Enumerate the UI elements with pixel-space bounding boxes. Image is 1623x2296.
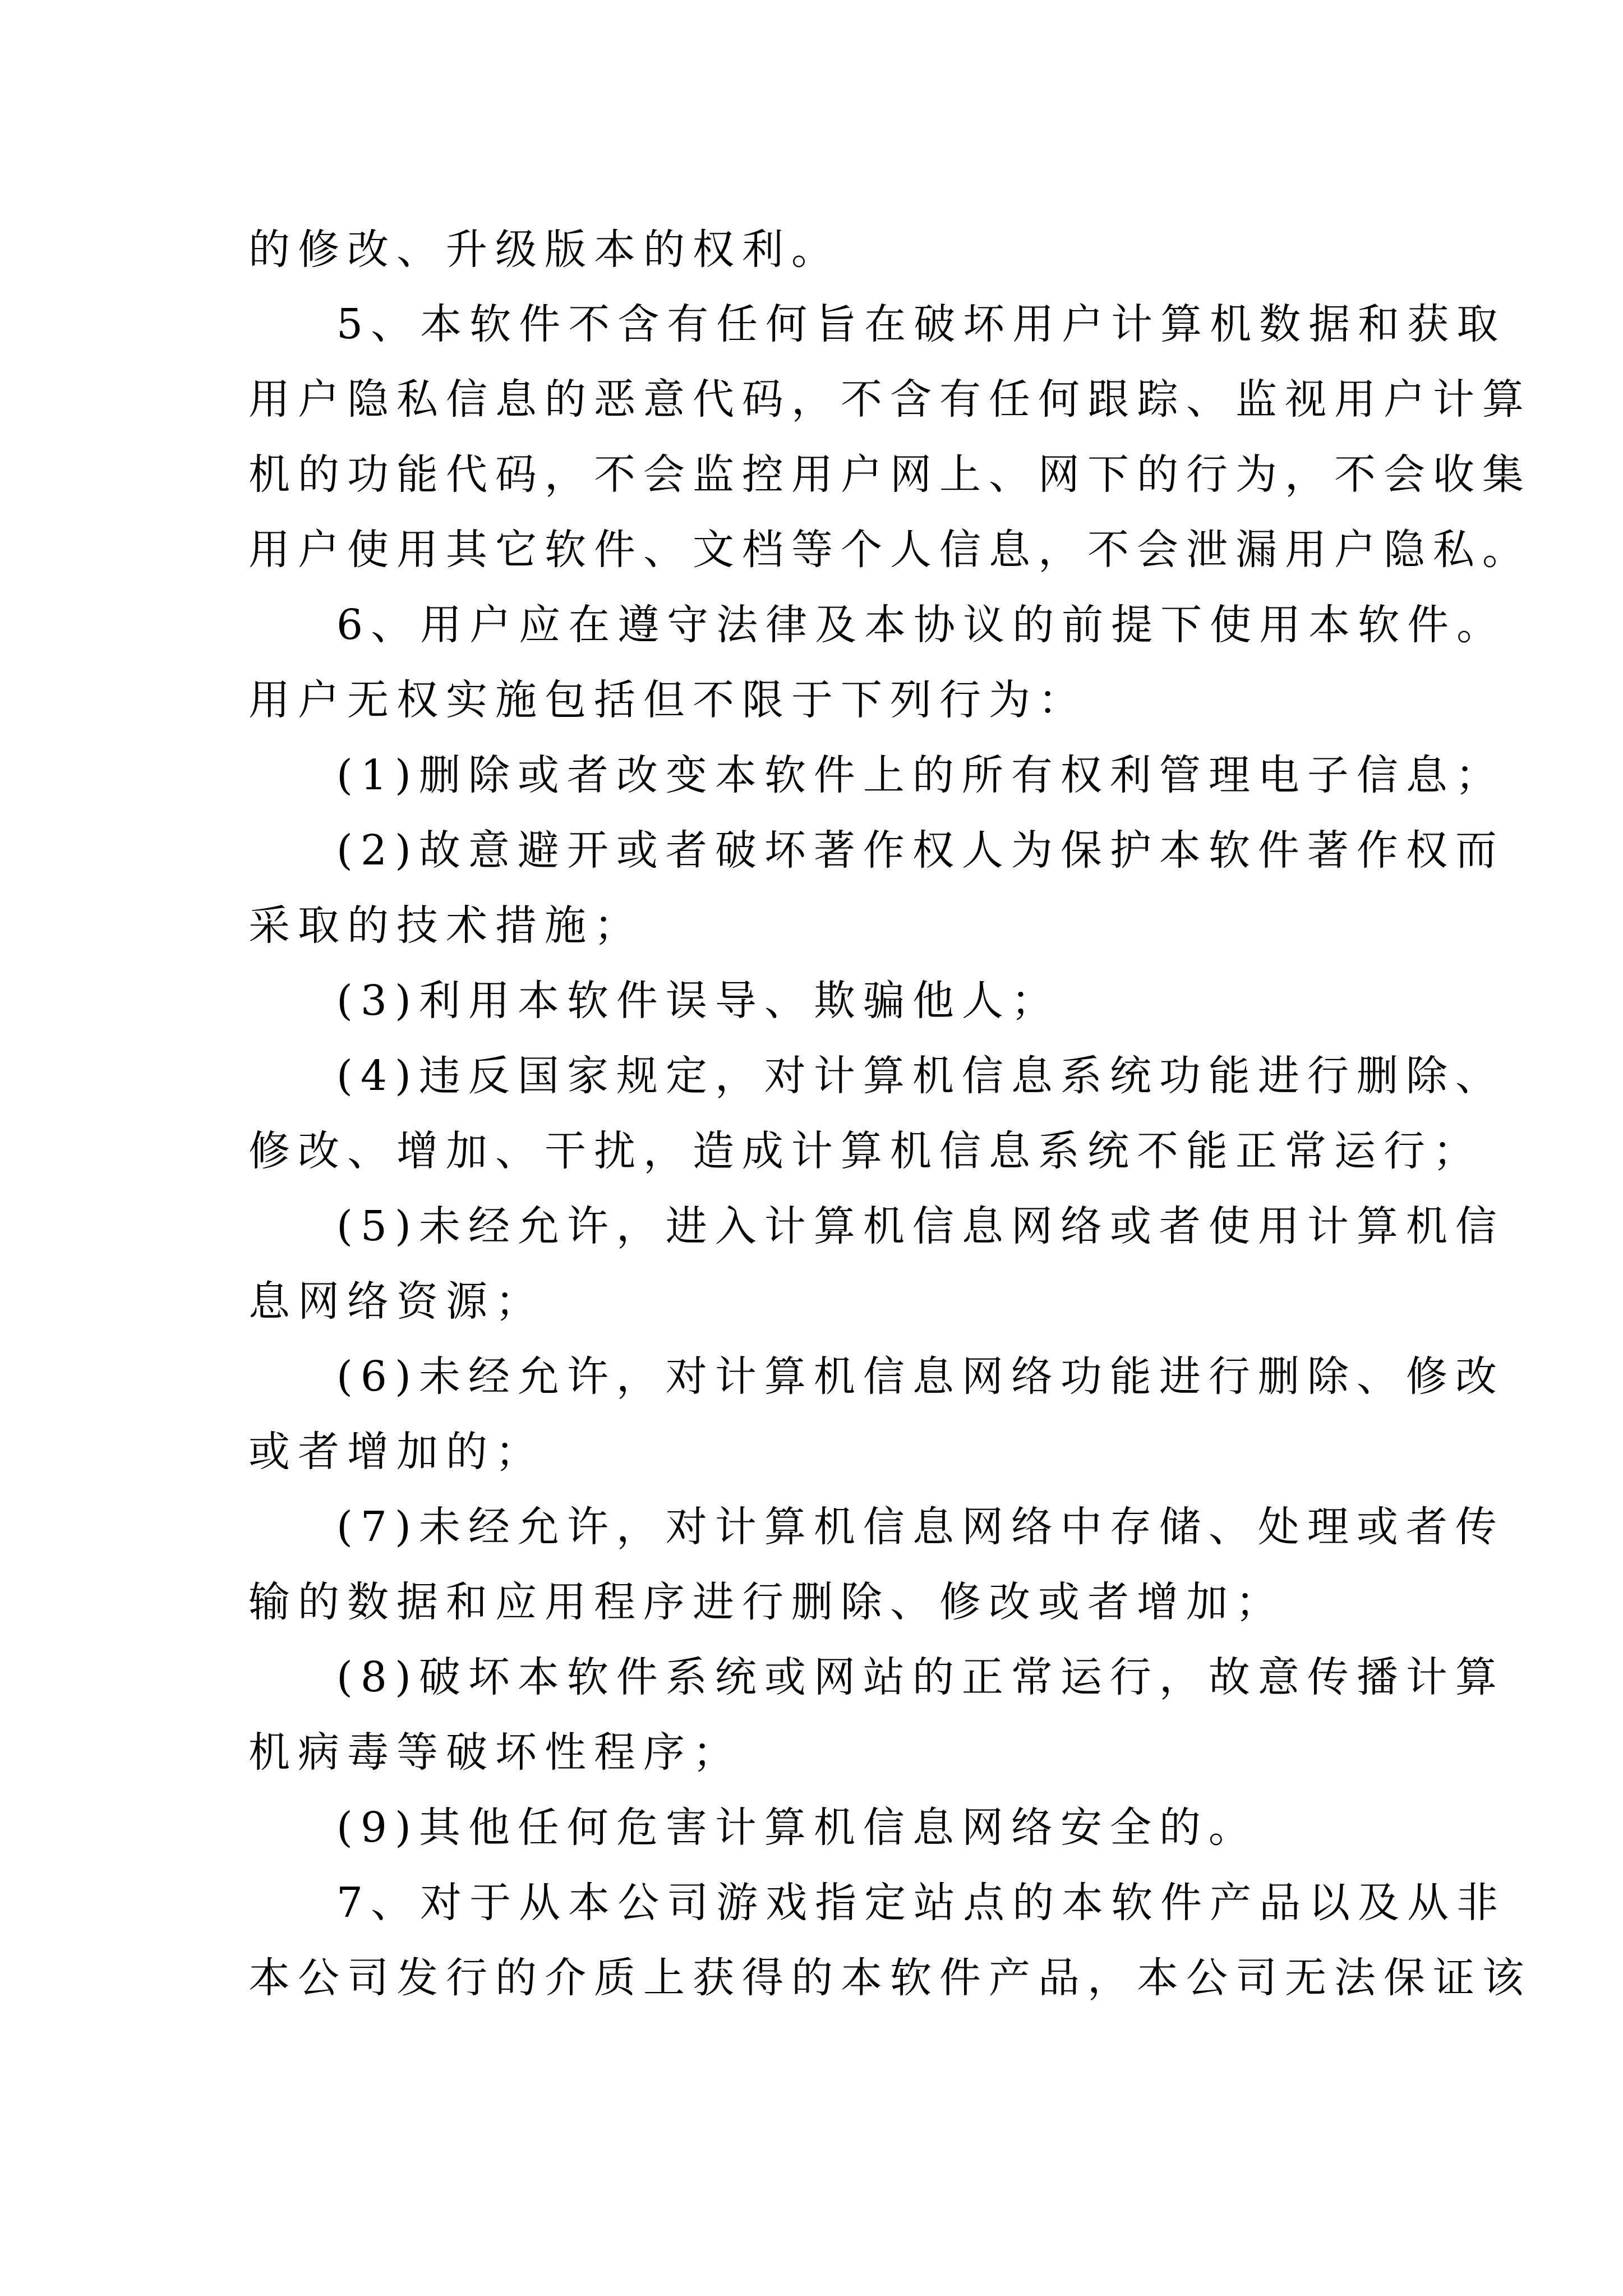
text-line: 采取的技术措施； — [248, 901, 643, 950]
text-line: 用户隐私信息的恶意代码，不含有任何跟踪、监视用户计算 — [248, 375, 1532, 424]
text-line: (5)未经允许，进入计算机信息网络或者使用计算机信 — [336, 1202, 1505, 1250]
text-line: 5、本软件不含有任何旨在破坏用户计算机数据和获取 — [336, 300, 1506, 348]
text-line: (4)违反国家规定，对计算机信息系统功能进行删除、 — [336, 1052, 1505, 1100]
text-line: (2)故意避开或者破坏著作权人为保护本软件著作权而 — [336, 826, 1505, 875]
text-line: 或者增加的； — [248, 1428, 545, 1476]
text-line: 的修改、升级版本的权利。 — [248, 226, 841, 274]
text-line: 本公司发行的介质上获得的本软件产品，本公司无法保证该 — [248, 1954, 1532, 2002]
text-line: 用户无权实施包括但不限于下列行为： — [248, 676, 1087, 724]
text-line: 输的数据和应用程序进行删除、修改或者增加； — [248, 1578, 1285, 1626]
text-line: 修改、增加、干扰，造成计算机信息系统不能正常运行； — [248, 1127, 1482, 1175]
text-line: 息网络资源； — [248, 1277, 545, 1326]
text-line: 机病毒等破坏性程序； — [248, 1728, 742, 1777]
text-line: 用户使用其它软件、文档等个人信息，不会泄漏用户隐私。 — [248, 526, 1532, 574]
text-line: (8)破坏本软件系统或网站的正常运行，故意传播计算 — [336, 1653, 1505, 1701]
text-line: 机的功能代码，不会监控用户网上、网下的行为，不会收集 — [248, 450, 1532, 499]
text-line: 6、用户应在遵守法律及本协议的前提下使用本软件。 — [336, 601, 1506, 649]
text-line: (9)其他任何危害计算机信息网络安全的。 — [336, 1803, 1258, 1852]
text-line: (7)未经允许，对计算机信息网络中存储、处理或者传 — [336, 1503, 1505, 1551]
text-line: (3)利用本软件误导、欺骗他人； — [336, 977, 1061, 1025]
text-line: (6)未经允许，对计算机信息网络功能进行删除、修改 — [336, 1352, 1505, 1401]
text-line: 7、对于从本公司游戏指定站点的本软件产品以及从非 — [336, 1879, 1506, 1927]
text-line: (1)删除或者改变本软件上的所有权利管理电子信息； — [336, 751, 1505, 799]
